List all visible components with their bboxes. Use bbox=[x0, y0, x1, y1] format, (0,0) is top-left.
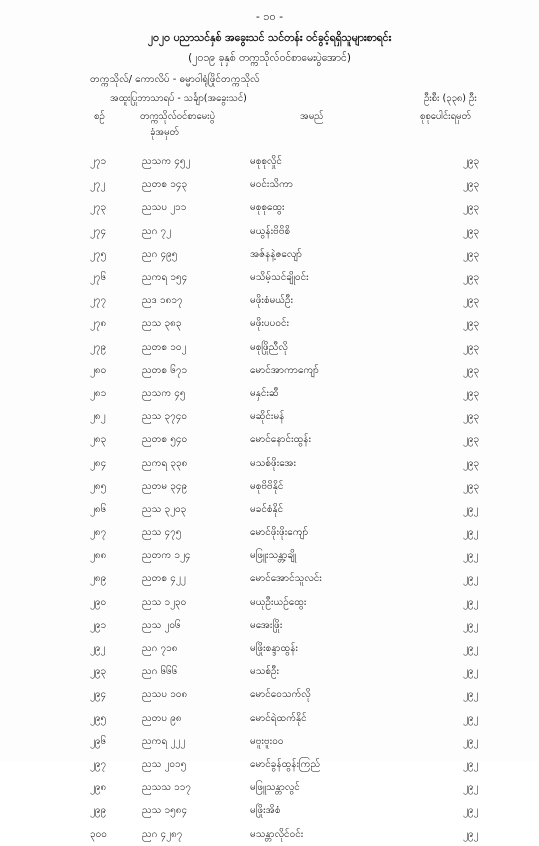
total-mark: ၂၉၂ bbox=[463, 805, 479, 817]
roll-number: ညသ ၃၈၃ bbox=[142, 318, 182, 330]
total-mark: ၂၉၂ bbox=[463, 666, 479, 678]
roll-number: ညဂ ၇၁၈ bbox=[142, 643, 178, 655]
roll-number: ညသ ၃၇၄၀ bbox=[142, 411, 188, 423]
total-mark: ၂၉၃ bbox=[463, 434, 480, 446]
table-row bbox=[90, 243, 523, 266]
table-row bbox=[90, 475, 523, 498]
row-number: ၂၇၄ bbox=[90, 225, 107, 237]
roll-number: ညသပ ၂၁၁ bbox=[142, 202, 187, 214]
roll-number: ညဂ ၆၆၆ bbox=[142, 666, 178, 678]
table-row bbox=[90, 451, 523, 474]
table-row bbox=[90, 359, 523, 382]
student-name: မောင်နောင်းထွန်း bbox=[250, 434, 311, 446]
row-number: ၂၇၈ bbox=[90, 318, 107, 330]
student-name: မအေးဖြိုး bbox=[250, 619, 283, 631]
roll-number: ညသ ၁၂၃၀ bbox=[142, 596, 187, 608]
table-row bbox=[90, 544, 523, 567]
roll-number: ညသသ ၁၁၇ bbox=[142, 782, 192, 794]
row-number: ၂၈၇ bbox=[90, 527, 107, 539]
total-mark: ၂၉၃ bbox=[463, 364, 480, 376]
total-mark: ၂၉၃ bbox=[463, 202, 480, 214]
row-number: ၂၉၇ bbox=[90, 758, 107, 770]
roll-number: ညဒ ၁၈၁၇ bbox=[142, 295, 183, 307]
roll-number: ညသ ၂၀၁၅ bbox=[142, 758, 187, 770]
total-mark: ၂၉၂ bbox=[463, 527, 479, 539]
row-number: ၂၉၂ bbox=[90, 643, 106, 655]
roll-number: ညသက ၄၅၂ bbox=[142, 156, 191, 168]
table-row bbox=[90, 382, 523, 405]
total-mark: ၂၉၂ bbox=[463, 619, 479, 631]
total-mark: ၂၉၂ bbox=[463, 689, 479, 701]
roll-number: ညကရ ၁၅၄ bbox=[142, 272, 188, 284]
roll-number: ညတစ ၄၂၂ bbox=[142, 573, 186, 585]
roll-number: ညဂ ၄၂၈၇ bbox=[142, 828, 183, 840]
roll-number: ညသ ၁၅၈၄ bbox=[142, 805, 188, 817]
student-name: မဖြူးသန္တာ့ချို bbox=[250, 550, 297, 562]
results-table bbox=[90, 150, 523, 846]
table-row bbox=[90, 753, 523, 776]
table-row bbox=[90, 591, 523, 614]
results-table-body bbox=[90, 150, 523, 846]
row-number: ၂၉၀ bbox=[90, 596, 107, 608]
row-number: ၂၈၆ bbox=[90, 503, 107, 515]
table-row bbox=[90, 776, 523, 799]
table-row bbox=[90, 660, 523, 683]
student-name: မသန္တာလိုင်ဝင်း bbox=[250, 828, 304, 840]
student-name: မသိမ့်သင်ချိုဝင်း bbox=[250, 272, 309, 284]
page-number: - ၁၀ - bbox=[255, 10, 284, 23]
total-mark: ၂၉၃ bbox=[463, 179, 480, 191]
student-name: မဖြိုးစန္ဒာထွန်း bbox=[250, 643, 298, 655]
row-number: ၂၇၆ bbox=[90, 272, 107, 284]
roll-number: ညသ ၂၀၆ bbox=[142, 619, 181, 631]
student-name: မစုဖြိုညီလို bbox=[250, 341, 288, 353]
student-name: မခင်စံနိုင် bbox=[250, 503, 284, 515]
total-mark: ၂၉၃ bbox=[463, 272, 480, 284]
student-name: မဖိုးစံမယ်ဦး bbox=[250, 295, 294, 307]
total-mark: ၂၉၃ bbox=[463, 341, 480, 353]
roll-number: ညတက ၁၂၄ bbox=[142, 550, 191, 562]
roll-number: ညသက ၄၅ bbox=[142, 387, 186, 399]
student-name: မောင်ဝေသက်လို bbox=[250, 689, 311, 701]
roll-number: ညဂ ၄၉၅ bbox=[142, 248, 178, 260]
roll-number: ညဂ ၇၂ bbox=[142, 225, 172, 237]
table-row bbox=[90, 567, 523, 590]
row-number: ၂၈၉ bbox=[90, 573, 107, 585]
total-mark: ၂၉၂ bbox=[463, 550, 479, 562]
row-number: ၂၈၈ bbox=[90, 550, 107, 562]
row-number: ၂၇၉ bbox=[90, 341, 107, 353]
roll-number: ညသ ၃၂၀၃ bbox=[142, 503, 187, 515]
student-name: မဖြိုးအိစံ bbox=[250, 805, 281, 817]
roll-number: ညကရ ၃၃၈ bbox=[142, 457, 188, 469]
table-row bbox=[90, 266, 523, 289]
student-name: မစုဗိဗိနိုင် bbox=[250, 480, 284, 492]
document-subtitle: (၂၀၁၉ ခုနှစ် တက္ကသိုလ်ဝင်စာမေးပွဲအောင်) bbox=[188, 52, 351, 64]
student-name: မောင်အောင်သူလင်း bbox=[250, 573, 322, 585]
roll-number: ညတစ ၆၇၁ bbox=[142, 364, 188, 376]
student-name: မောင်ဖိုးဖိုးကျော် bbox=[250, 527, 309, 539]
student-name: မစုစုလှိုင် bbox=[250, 156, 282, 168]
total-mark: ၂၉၃ bbox=[463, 387, 480, 399]
student-name: မဆိုင်းမန် bbox=[250, 411, 285, 423]
row-number: ၂၉၈ bbox=[90, 782, 107, 794]
row-number: ၂၇၅ bbox=[90, 248, 107, 260]
student-name: မဗူးဗူး၀၀ bbox=[250, 735, 284, 747]
row-number: ၂၈၃ bbox=[90, 434, 107, 446]
row-number: ၂၈၅ bbox=[90, 480, 107, 492]
roll-number: ညတစ ၅၄၀ bbox=[142, 434, 188, 446]
total-mark: ၂၉၂ bbox=[463, 596, 479, 608]
total-mark: ၂၉၃ bbox=[463, 295, 480, 307]
row-number: ၂၇၃ bbox=[90, 202, 107, 214]
total-mark: ၂၉၂ bbox=[463, 573, 479, 585]
total-mark: ၂၉၃ bbox=[463, 411, 480, 423]
student-name: မယွန်းဗိဗိစိ bbox=[250, 225, 291, 237]
total-mark: ၂၉၃ bbox=[463, 318, 480, 330]
total-mark: ၂၉၂ bbox=[463, 735, 479, 747]
student-name: မောင်ခွန်ထွန်းကြည် bbox=[250, 758, 321, 770]
roll-number: ညတပ ၉၈ bbox=[142, 712, 182, 724]
row-number: ၂၇၇ bbox=[90, 295, 107, 307]
column-header-roll: တက္ကသိုလ်ဝင်စာမေးပွဲ bbox=[140, 111, 215, 122]
roll-number: ညကရ ၂၂၂ bbox=[142, 735, 186, 747]
roll-number: ညတစ ၁၄၃ bbox=[142, 179, 188, 191]
table-row bbox=[90, 730, 523, 753]
row-number: ၂၈၁ bbox=[90, 387, 107, 399]
row-number: ၂၉၅ bbox=[90, 712, 107, 724]
total-mark: ၂၉၃ bbox=[463, 156, 480, 168]
roll-number: ညတစ ၁၀၂ bbox=[142, 341, 187, 353]
student-name: မဖိုးပပဝင်း bbox=[250, 318, 290, 330]
total-mark: ၂၉၂ bbox=[463, 503, 479, 515]
table-row bbox=[90, 312, 523, 335]
row-number: ၂၉၃ bbox=[90, 666, 107, 678]
student-name: မောင်ရဲထက်နိုင် bbox=[250, 712, 307, 724]
table-row bbox=[90, 150, 523, 173]
table-row bbox=[90, 822, 523, 845]
total-mark: ၂၉၂ bbox=[463, 828, 479, 840]
total-mark: ၂၉၂ bbox=[463, 758, 479, 770]
table-row bbox=[90, 637, 523, 660]
roll-number: ညသပ ၁၀၈ bbox=[142, 689, 188, 701]
row-number: ၃၀၀ bbox=[90, 828, 107, 840]
total-mark: ၂၉၂ bbox=[463, 643, 479, 655]
table-row bbox=[90, 521, 523, 544]
row-number: ၂၇၁ bbox=[90, 156, 107, 168]
table-row bbox=[90, 405, 523, 428]
table-row bbox=[90, 220, 523, 243]
student-name: မစုစုထွေး bbox=[250, 202, 285, 214]
table-row bbox=[90, 336, 523, 359]
row-number: ၂၈၀ bbox=[90, 364, 107, 376]
table-row bbox=[90, 707, 523, 730]
column-header-roll-line2: ခုံအမှတ် bbox=[150, 127, 179, 138]
section-label: အထူးပြုဘာသာရပ် - သင်္ချာ(အခွေးသင်) bbox=[110, 93, 247, 104]
total-mark: ၂၉၂ bbox=[463, 712, 479, 724]
table-row bbox=[90, 289, 523, 312]
row-number: ၂၉၉ bbox=[90, 805, 107, 817]
roll-number: ညသ ၄၇၅ bbox=[142, 527, 182, 539]
column-header-name: အမည် bbox=[300, 111, 324, 122]
table-row bbox=[90, 196, 523, 219]
total-mark: ၂၉၃ bbox=[463, 480, 480, 492]
university-line: တက္ကသိုလ်/ ကောလိပ် - ဓမ္မာဝါရုံဖြိုင်တက္ကသိုလ် bbox=[90, 74, 260, 85]
row-number: ၂၇၂ bbox=[90, 179, 106, 191]
student-name: အဇ်နနဲ့ဇလျော် bbox=[250, 248, 302, 260]
max-mark-label: ဦးစီး (၃၃၈) ဦး bbox=[424, 93, 477, 104]
total-mark: ၂၉၂ bbox=[463, 782, 479, 794]
row-number: ၂၈၄ bbox=[90, 457, 107, 469]
student-name: မသစ်ဖိုးအေး bbox=[250, 457, 297, 469]
row-number: ၂၉၁ bbox=[90, 619, 107, 631]
table-row bbox=[90, 799, 523, 822]
student-name: မဝင်းသိကာ bbox=[250, 179, 293, 191]
table-row bbox=[90, 173, 523, 196]
column-header-num: စဉ် bbox=[94, 111, 105, 122]
table-row bbox=[90, 428, 523, 451]
table-row bbox=[90, 683, 523, 706]
table-row bbox=[90, 614, 523, 637]
table-row bbox=[90, 498, 523, 521]
column-header-sum: စုစုပေါင်းရမှတ် bbox=[420, 111, 471, 122]
total-mark: ၂၉၃ bbox=[463, 248, 480, 260]
total-mark: ၂၉၃ bbox=[463, 457, 480, 469]
student-name: မယုဦးယဉ်ထွေး bbox=[250, 596, 307, 608]
row-number: ၂၈၂ bbox=[90, 411, 106, 423]
student-name: မဖြူသန္တာလွင် bbox=[250, 782, 300, 794]
student-name: မသစ်ဦး bbox=[250, 666, 280, 678]
row-number: ၂၉၄ bbox=[90, 689, 107, 701]
roll-number: ညတမ ၃၄၉ bbox=[142, 480, 188, 492]
student-name: မနှင်းဆီ bbox=[250, 387, 279, 399]
total-mark: ၂၉၃ bbox=[463, 225, 480, 237]
row-number: ၂၉၆ bbox=[90, 735, 107, 747]
document-title: ၂၀၂၀ ပညာသင်နှစ် အခွေးသင် သင်တန်း ဝင်ခွင့်ရရှိသူများစာရင်း bbox=[147, 32, 392, 44]
student-name: မောင်အာကာကျော် bbox=[250, 364, 319, 376]
